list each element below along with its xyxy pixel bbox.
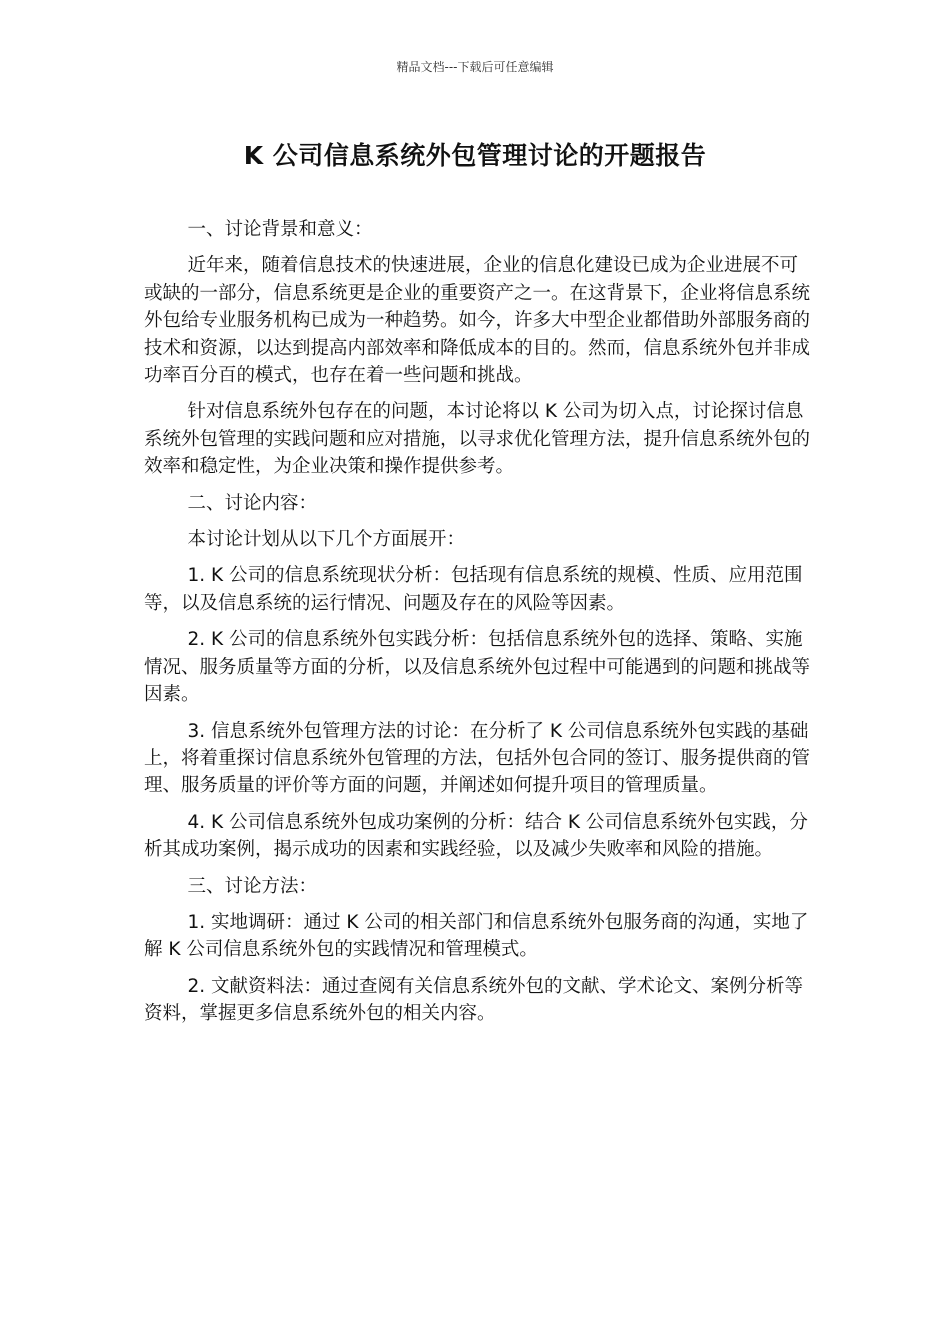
paragraph-purpose: 针对信息系统外包存在的问题，本讨论将以 K 公司为切入点，讨论探讨信息系统外包管理的实践问题和应对措施，以寻求优化管理方法，提升信息系统外包的效率和稳定性，为企业决策和操作提供参考。 xyxy=(144,401,811,478)
document-title: K 公司信息系统外包管理讨论的开题报告 xyxy=(243,141,707,170)
paragraph-background: 近年来，随着信息技术的快速进展，企业的信息化建设已成为企业进展不可或缺的一部分，信息系统更是企业的重要资产之一。在这背景下，企业将信息系统外包给专业服务机构已成为一种趋势。如今，许多大中型企业都借助外部服务商的技术和资源，以达到提高内部效率和降低成本的目的。然而，信息系统外包并非成功率百分百的模式，也存在着一些问题和挑战。 xyxy=(144,255,811,387)
section-heading-background: 一、讨论背景和意义： xyxy=(187,219,373,240)
paragraph-content-intro: 本讨论计划从以下几个方面展开： xyxy=(187,529,465,551)
section-heading-content: 二、讨论内容： xyxy=(187,492,317,514)
page-header: 精品文档---下载后可任意编辑 xyxy=(396,60,554,74)
list-item-method-2: 2. 文献资料法：通过查阅有关信息系统外包的文献、学术论文、案例分析等资料，掌握更多信息系统外包的相关内容。 xyxy=(144,975,804,1025)
list-item-content-4: 4. K 公司信息系统外包成功案例的分析：结合 K 公司信息系统外包实践，分析其成功案例，揭示成功的因素和实践经验，以及减少失败率和风险的措施。 xyxy=(144,811,808,861)
list-item-content-2: 2. K 公司的信息系统外包实践分析：包括信息系统外包的选择、策略、实施情况、服务质量等方面的分析，以及信息系统外包过程中可能遇到的问题和挑战等因素。 xyxy=(144,629,811,706)
list-item-content-3: 3. 信息系统外包管理方法的讨论：在分析了 K 公司信息系统外包实践的基础上，将着重探讨信息系统外包管理的方法，包括外包合同的签订、服务提供商的管理、服务质量的评价等方面的问题，并阐述如何提升项目的管理质量。 xyxy=(144,720,811,797)
list-item-content-1: 1. K 公司的信息系统现状分析：包括现有信息系统的规模、性质、应用范围等，以及信息系统的运行情况、问题及存在的风险等因素。 xyxy=(144,565,803,614)
document-body xyxy=(144,216,810,1037)
list-item-method-1: 1. 实地调研：通过 K 公司的相关部门和信息系统外包服务商的沟通，实地了解 K 公司信息系统外包的实践情况和管理模式。 xyxy=(144,911,809,961)
section-heading-method: 三、讨论方法： xyxy=(187,875,317,897)
